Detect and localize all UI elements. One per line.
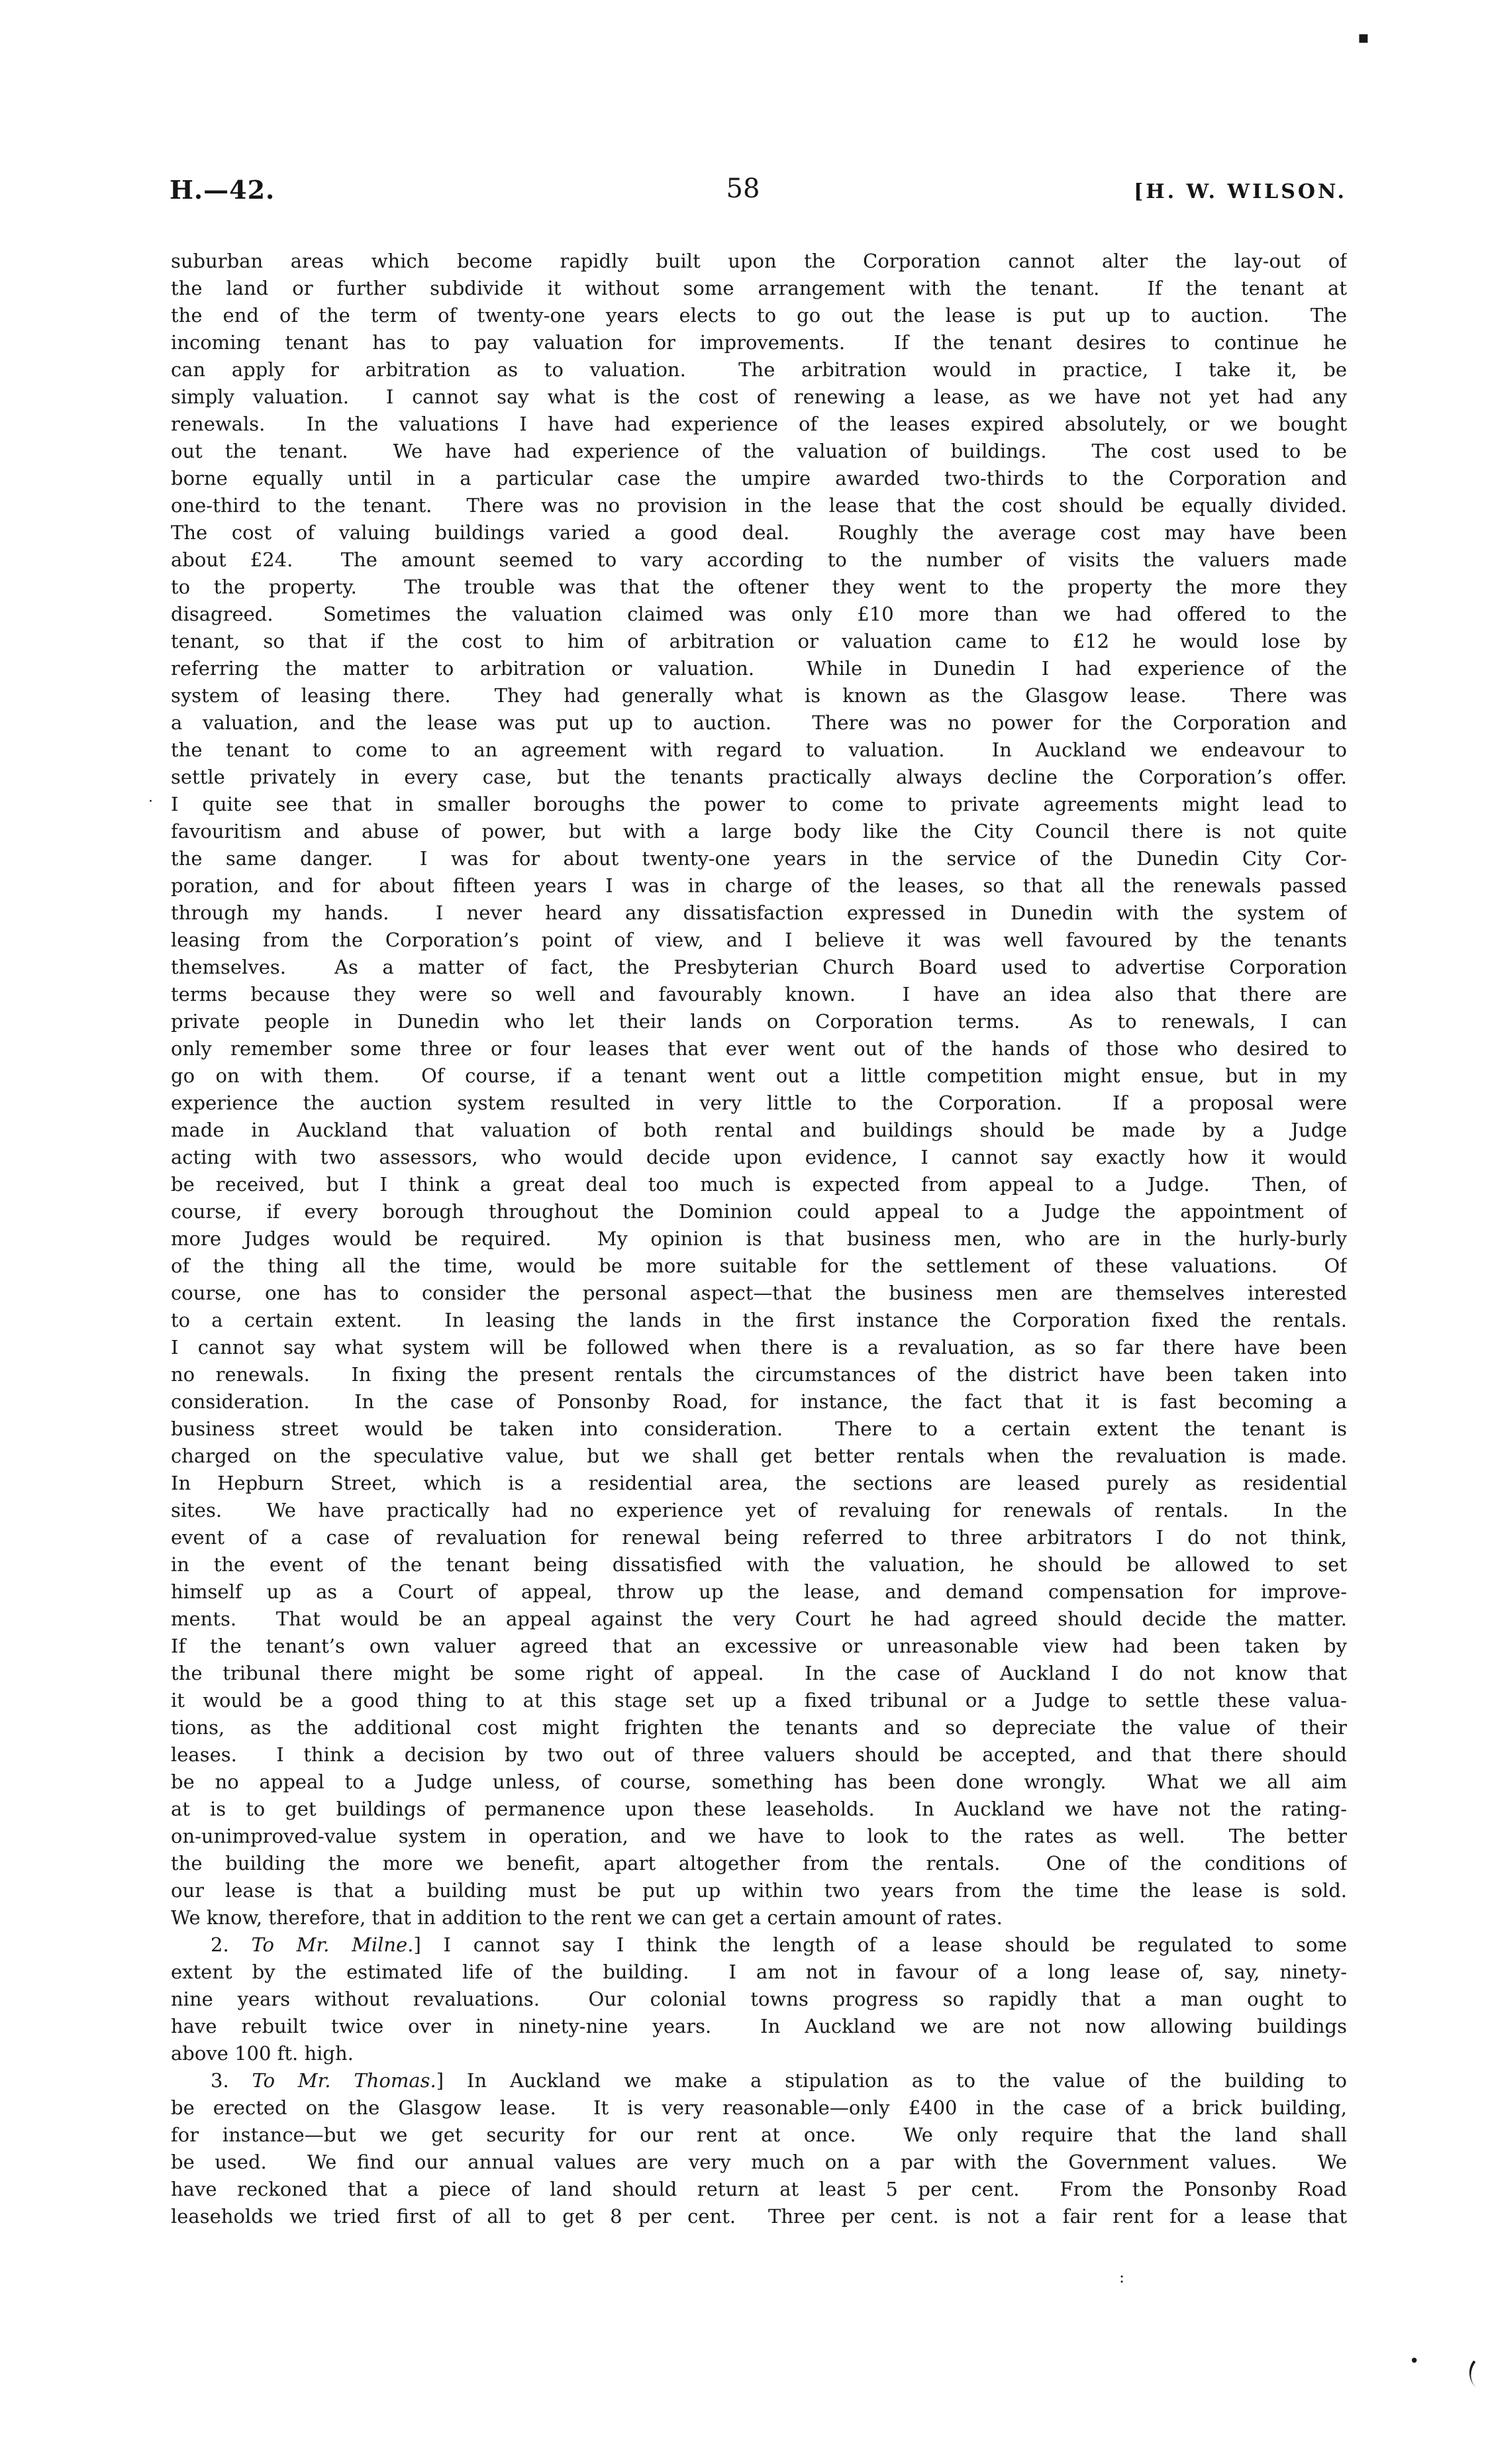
ink-spot-artifact: · bbox=[148, 794, 153, 810]
text-line-19: the tenant to come to an agreement with regard to valuation. In Auckland we endeavour to bbox=[171, 739, 1347, 761]
text-line-32: experience the auction system resulted in very little to the Corporation. If a proposal were bbox=[171, 1092, 1347, 1114]
text-line-18: a valuation, and the lease was put up to auction. There was no power for the Corporation and bbox=[171, 711, 1347, 734]
text-line-10: one-third to the tenant. There was no provision in the lease that the cost should be equally divided. bbox=[171, 494, 1347, 517]
text-line-50: himself up as a Court of appeal, throw up the lease, and demand compensation for improve- bbox=[171, 1580, 1347, 1603]
text-line-67: above 100 ft. high. bbox=[171, 2042, 354, 2065]
italic-question-reference: To Mr. Milne. bbox=[251, 1933, 414, 1956]
text-line-28: terms because they were so well and favourably known. I have an idea also that there are bbox=[171, 983, 1347, 1005]
text-line-41: I cannot say what system will be followed when there is a revaluation, as so far there have been bbox=[171, 1336, 1347, 1359]
pen-stroke-artifact bbox=[1461, 2360, 1486, 2391]
text-line-39: course, one has to consider the personal aspect—that the business men are themselves interested bbox=[171, 1282, 1347, 1304]
text-line-51: ments. That would be an appeal against the very Court he had agreed should decide the matter. bbox=[171, 1608, 1347, 1630]
text-line-2: the land or further subdivide it without some arrangement with the tenant. If the tenant at bbox=[171, 277, 1347, 299]
text-line-40: to a certain extent. In leasing the lands in the first instance the Corporation fixed the rentals. bbox=[171, 1309, 1347, 1331]
text-line-4: incoming tenant has to pay valuation for improvements. If the tenant desires to continue he bbox=[171, 331, 1347, 354]
text-line-33: made in Auckland that valuation of both rental and buildings should be made by a Judge bbox=[171, 1119, 1347, 1141]
text-line-11: The cost of valuing buildings varied a good deal. Roughly the average cost may have been bbox=[171, 521, 1347, 544]
text-line-5: can apply for arbitration as to valuation. The arbitration would in practice, I take it, be bbox=[171, 358, 1347, 381]
text-line-3: the end of the term of twenty-one years elects to go out the lease is put up to auction. The bbox=[171, 304, 1347, 327]
text-line-48: event of a case of revaluation for renewal being referred to three arbitrators I do not think, bbox=[171, 1526, 1347, 1549]
text-line-72: have reckoned that a piece of land should return at least 5 per cent. From the Ponsonby Road bbox=[171, 2178, 1347, 2200]
text-line-44: business street would be taken into consideration. There to a certain extent the tenant is bbox=[171, 1417, 1347, 1440]
text-segment: ] In Auckland we make a stipulation as to the value of the building to bbox=[436, 2069, 1347, 2092]
text-line-60: the building the more we benefit, apart altogether from the rentals. One of the conditions of bbox=[171, 1852, 1347, 1874]
ink-spot-artifact: : bbox=[1119, 2268, 1125, 2286]
text-line-46: In Hepburn Street, which is a residential area, the sections are leased purely as residential bbox=[171, 1472, 1347, 1494]
text-line-68 bbox=[171, 2067, 1347, 2094]
text-line-57: be no appeal to a Judge unless, of course, something has been done wrongly. What we all aim bbox=[171, 1771, 1347, 1793]
text-line-53: the tribunal there might be some right of appeal. In the case of Auckland I do not know that bbox=[171, 1662, 1347, 1684]
text-segment: ] I cannot say I think the length of a lease should be regulated to some bbox=[413, 1933, 1347, 1956]
text-line-14: disagreed. Sometimes the valuation claimed was only £10 more than we had offered to the bbox=[171, 603, 1347, 625]
text-line-36: course, if every borough throughout the Dominion could appeal to a Judge the appointment of bbox=[171, 1200, 1347, 1223]
text-line-52: If the tenant’s own valuer agreed that an excessive or unreasonable view had been taken by bbox=[171, 1635, 1347, 1657]
text-line-7: renewals. In the valuations I have had experience of the leases expired absolutely, or we bought bbox=[171, 413, 1347, 435]
text-line-38: of the thing all the time, would be more suitable for the settlement of these valuations. Of bbox=[171, 1255, 1347, 1277]
text-line-24: poration, and for about fifteen years I was in charge of the leases, so that all the renewals passed bbox=[171, 874, 1347, 897]
text-line-62: We know, therefore, that in addition to the rent we can get a certain amount of rates. bbox=[171, 1906, 1003, 1929]
text-line-55: tions, as the additional cost might frighten the tenants and so depreciate the value of their bbox=[171, 1716, 1347, 1739]
text-line-47: sites. We have practically had no experience yet of revaluing for renewals of rentals. In the bbox=[171, 1499, 1347, 1521]
text-line-13: to the property. The trouble was that the oftener they went to the property the more they bbox=[171, 576, 1347, 598]
text-line-58: at is to get buildings of permanence upon these leaseholds. In Auckland we have not the rating- bbox=[171, 1798, 1347, 1820]
text-line-54: it would be a good thing to at this stage set up a fixed tribunal or a Judge to settle these valua- bbox=[171, 1689, 1347, 1712]
text-line-49: in the event of the tenant being dissatisfied with the valuation, he should be allowed to set bbox=[171, 1553, 1347, 1576]
text-line-64: extent by the estimated life of the building. I am not in favour of a long lease of, say, ninety- bbox=[171, 1961, 1347, 1983]
text-line-23: the same danger. I was for about twenty-one years in the service of the Dunedin City Cor- bbox=[171, 847, 1347, 870]
text-line-25: through my hands. I never heard any dissatisfaction expressed in Dunedin with the system of bbox=[171, 901, 1347, 924]
text-line-42: no renewals. In fixing the present rentals the circumstances of the district have been taken into bbox=[171, 1363, 1347, 1386]
text-line-63 bbox=[171, 1931, 1347, 1959]
text-line-34: acting with two assessors, who would decide upon evidence, I cannot say exactly how it would bbox=[171, 1146, 1347, 1168]
text-line-27: themselves. As a matter of fact, the Presbyterian Church Board used to advertise Corporation bbox=[171, 956, 1347, 978]
text-segment: 3. bbox=[211, 2069, 252, 2092]
text-line-12: about £24. The amount seemed to vary according to the number of visits the valuers made bbox=[171, 548, 1347, 571]
testimony-text-block bbox=[171, 248, 1347, 2230]
text-line-70: for instance—but we get security for our rent at once. We only require that the land shall bbox=[171, 2124, 1347, 2146]
text-line-61: our lease is that a building must be put up within two years from the time the lease is sold. bbox=[171, 1879, 1347, 1902]
text-line-71: be used. We find our annual values are very much on a par with the Government values. We bbox=[171, 2151, 1347, 2173]
ink-spot-artifact: • bbox=[1409, 2351, 1420, 2371]
text-line-26: leasing from the Corporation’s point of view, and I believe it was well favoured by the tenants bbox=[171, 929, 1347, 951]
text-line-35: be received, but I think a great deal too much is expected from appeal to a Judge. Then, of bbox=[171, 1173, 1347, 1196]
page-number: 58 bbox=[726, 174, 760, 204]
text-line-31: go on with them. Of course, if a tenant went out a little competition might ensue, but in my bbox=[171, 1064, 1347, 1087]
text-line-6: simply valuation. I cannot say what is the cost of renewing a lease, as we have not yet had any bbox=[171, 385, 1347, 408]
text-line-37: more Judges would be required. My opinion is that business men, who are in the hurly-burly bbox=[171, 1227, 1347, 1250]
text-line-73: leaseholds we tried first of all to get 8 per cent. Three per cent. is not a fair rent for a lease that bbox=[171, 2205, 1347, 2228]
ink-spot-artifact: ▪ bbox=[1358, 28, 1369, 48]
text-line-22: favouritism and abuse of power, but with a large body like the City Council there is not quite bbox=[171, 820, 1347, 843]
text-segment: 2. bbox=[211, 1933, 252, 1956]
text-line-65: nine years without revaluations. Our colonial towns progress so rapidly that a man ought to bbox=[171, 1988, 1347, 2010]
text-line-1: suburban areas which become rapidly built upon the Corporation cannot alter the lay-out of bbox=[171, 250, 1347, 272]
text-line-16: referring the matter to arbitration or valuation. While in Dunedin I had experience of the bbox=[171, 657, 1347, 680]
text-line-20: settle privately in every case, but the tenants practically always decline the Corporation’s offer. bbox=[171, 766, 1347, 788]
text-line-59: on-unimproved-value system in operation, and we have to look to the rates as well. The better bbox=[171, 1825, 1347, 1847]
witness-name-label: [H. W. WILSON. bbox=[1134, 180, 1347, 203]
text-line-15: tenant, so that if the cost to him of arbitration or valuation came to £12 he would lose by bbox=[171, 630, 1347, 652]
text-line-29: private people in Dunedin who let their lands on Corporation terms. As to renewals, I can bbox=[171, 1010, 1347, 1033]
text-line-56: leases. I think a decision by two out of three valuers should be accepted, and that there should bbox=[171, 1743, 1347, 1766]
paper-id-label: H.—42. bbox=[170, 175, 275, 205]
text-line-30: only remember some three or four leases that ever went out of the hands of those who desired to bbox=[171, 1037, 1347, 1060]
text-line-8: out the tenant. We have had experience of the valuation of buildings. The cost used to be bbox=[171, 440, 1347, 462]
text-line-69: be erected on the Glasgow lease. It is very reasonable—only £400 in the case of a brick building, bbox=[171, 2096, 1347, 2119]
text-line-43: consideration. In the case of Ponsonby Road, for instance, the fact that it is fast becoming a bbox=[171, 1390, 1347, 1413]
text-line-45: charged on the speculative value, but we shall get better rentals when the revaluation is made. bbox=[171, 1445, 1347, 1467]
text-line-21: I quite see that in smaller boroughs the power to come to private agreements might lead to bbox=[171, 793, 1347, 815]
text-line-66: have rebuilt twice over in ninety-nine years. In Auckland we are not now allowing buildings bbox=[171, 2015, 1347, 2037]
text-line-17: system of leasing there. They had generally what is known as the Glasgow lease. There was bbox=[171, 684, 1347, 707]
text-line-9: borne equally until in a particular case the umpire awarded two-thirds to the Corporation and bbox=[171, 467, 1347, 489]
italic-question-reference: To Mr. Thomas. bbox=[252, 2069, 436, 2092]
